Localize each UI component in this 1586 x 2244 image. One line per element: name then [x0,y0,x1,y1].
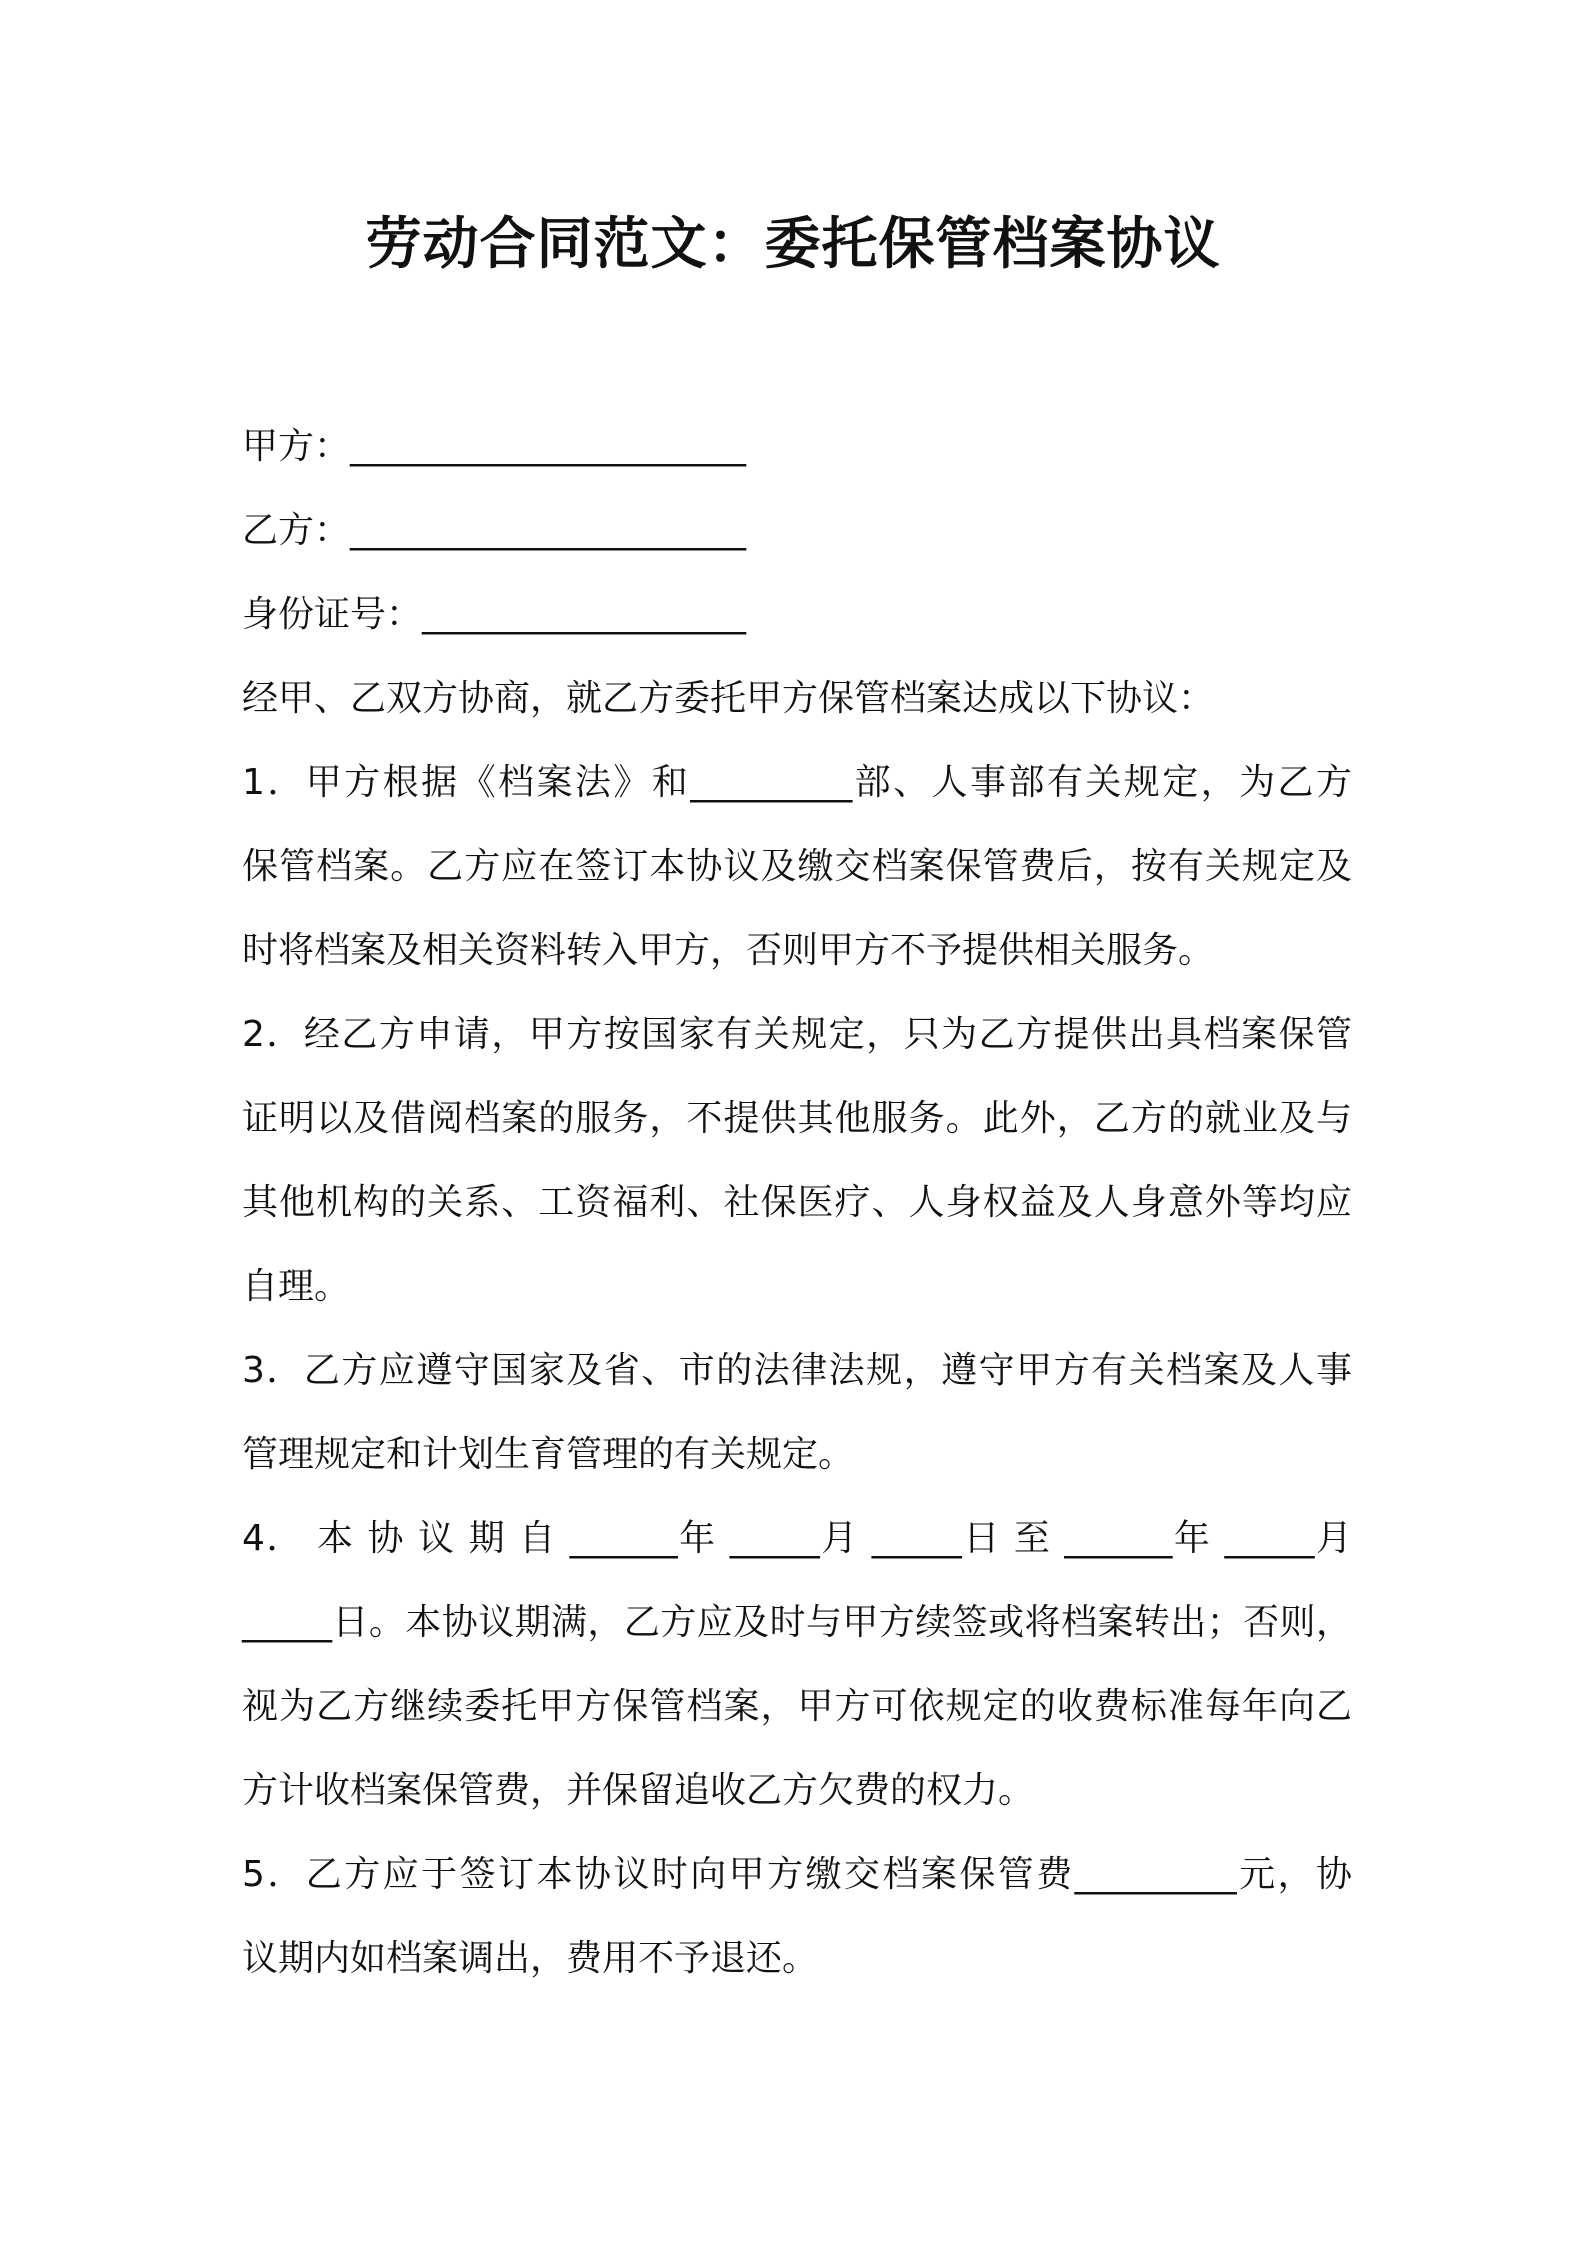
clause-1-line-3: 时将档案及相关资料转入甲方，否则甲方不予提供相关服务。 [242,930,1215,971]
clause-4-line-1: 4． 本 协 议 期 自 ______年 _____月 _____日 至 ______年 _____月 [242,1518,1353,1559]
party-b-line: 乙方：______________________ [242,510,747,551]
clause-2-line-4: 自理。 [242,1266,351,1307]
clause-2-line-3: 其他机构的关系、工资福利、社保医疗、人身权益及人身意外等均应 [242,1182,1352,1223]
clause-3-line-1: 3．乙方应遵守国家及省、市的法律法规，遵守甲方有关档案及人事 [242,1350,1352,1391]
clause-2-line-2: 证明以及借阅档案的服务，不提供其他服务。此外，乙方的就业及与 [242,1098,1352,1139]
preamble-line: 经甲、乙双方协商，就乙方委托甲方保管档案达成以下协议： [242,678,1215,719]
clause-2-line-1: 2．经乙方申请，甲方按国家有关规定，只为乙方提供出具档案保管 [242,1014,1352,1055]
clause-3-line-2: 管理规定和计划生育管理的有关规定。 [242,1434,855,1475]
clause-4-line-2: _____日。本协议期满，乙方应及时与甲方续签或将档案转出；否则， [242,1602,1352,1643]
clause-4-line-4: 方计收档案保管费，并保留追收乙方欠费的权力。 [242,1770,1035,1811]
clause-5-line-2: 议期内如档案调出，费用不予退还。 [242,1938,819,1979]
document-body [242,405,1352,2001]
party-a-line: 甲方：______________________ [242,426,747,467]
clause-5-line-1: 5．乙方应于签订本协议时向甲方缴交档案保管费_________元，协 [242,1854,1352,1895]
clause-4-line-3: 视为乙方继续委托甲方保管档案，甲方可依规定的收费标准每年向乙 [242,1686,1352,1727]
document-title: 劳动合同范文：委托保管档案协议 [365,212,1221,277]
id-number-line: 身份证号：__________________ [242,594,747,635]
clause-1-line-1: 1．甲方根据《档案法》和_________部、人事部有关规定，为乙方 [242,762,1352,803]
clause-1-line-2: 保管档案。乙方应在签订本协议及缴交档案保管费后，按有关规定及 [242,846,1352,887]
